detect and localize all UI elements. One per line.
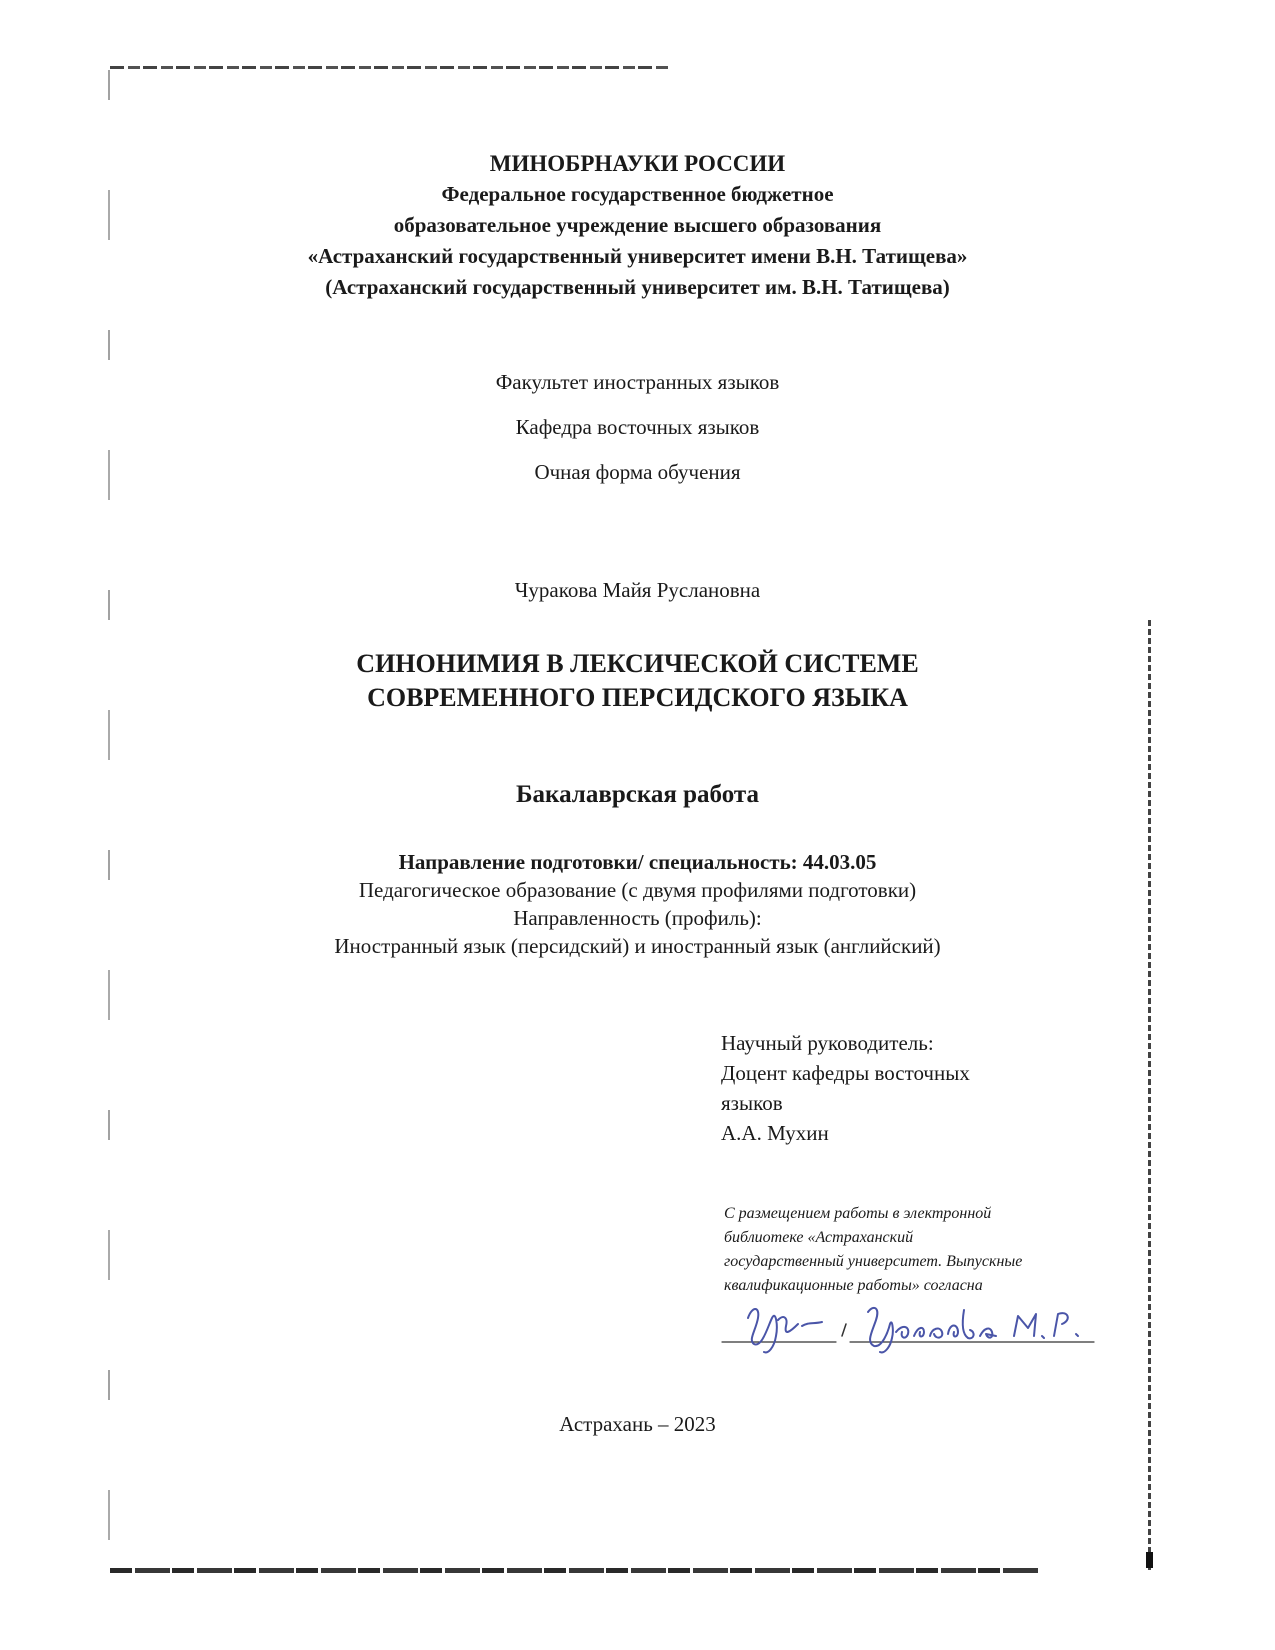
- handwritten-signature: [718, 1296, 1098, 1358]
- direction-program: Педагогическое образование (с двумя профилями подготовки): [358, 878, 917, 902]
- supervisor-position-1: Доцент кафедры восточных: [721, 1061, 970, 1085]
- study-form: Очная форма обучения: [534, 460, 741, 484]
- scan-edge-top: [110, 66, 670, 69]
- scan-edge-bottom: [110, 1568, 1040, 1573]
- ministry-line: МИНОБРНАУКИ РОССИИ: [489, 151, 786, 176]
- title-line-2: СОВРЕМЕННОГО ПЕРСИДСКОГО ЯЗЫКА: [367, 683, 908, 712]
- supervisor-label: Научный руководитель:: [721, 1031, 934, 1055]
- profile-label: Направленность (профиль):: [513, 906, 762, 930]
- institution-header: [0, 148, 1275, 303]
- faculty: Факультет иностранных языков: [495, 370, 780, 394]
- consent-line-2: библиотеке «Астраханский: [724, 1229, 914, 1246]
- consent-line-4: квалификационные работы» согласна: [724, 1277, 983, 1294]
- header-line-2: образовательное учреждение высшего образования: [393, 213, 882, 237]
- direction-block: [0, 848, 1275, 960]
- supervisor-position-2: языков: [721, 1091, 783, 1115]
- header-line-3: «Астраханский государственный университет имени В.Н. Татищева»: [307, 244, 968, 268]
- scan-edge-mark: [1146, 1552, 1153, 1568]
- supervisor-name: А.А. Мухин: [721, 1121, 829, 1145]
- chair: Кафедра восточных языков: [515, 415, 760, 439]
- consent-block: [724, 1202, 1094, 1298]
- supervisor-block: [721, 1028, 1051, 1148]
- header-line-4: (Астраханский государственный университет им. В.Н. Татищева): [325, 275, 950, 299]
- title-line-1: СИНОНИМИЯ В ЛЕКСИЧЕСКОЙ СИСТЕМЕ: [356, 649, 919, 678]
- city-year: Астрахань – 2023: [559, 1412, 716, 1436]
- work-type: Бакалаврская работа: [516, 781, 759, 808]
- consent-line-3: государственный университет. Выпускные: [724, 1253, 1023, 1270]
- direction-code: Направление подготовки/ специальность: 44.03.05: [398, 850, 877, 874]
- author-name: Чуракова Майя Руслановна: [514, 578, 761, 602]
- profile-value: Иностранный язык (персидский) и иностранный язык (английский): [334, 934, 941, 958]
- thesis-title: [0, 647, 1275, 715]
- department-block: [0, 360, 1275, 495]
- consent-line-1: С размещением работы в электронной: [724, 1205, 992, 1222]
- header-line-1: Федеральное государственное бюджетное: [441, 182, 834, 206]
